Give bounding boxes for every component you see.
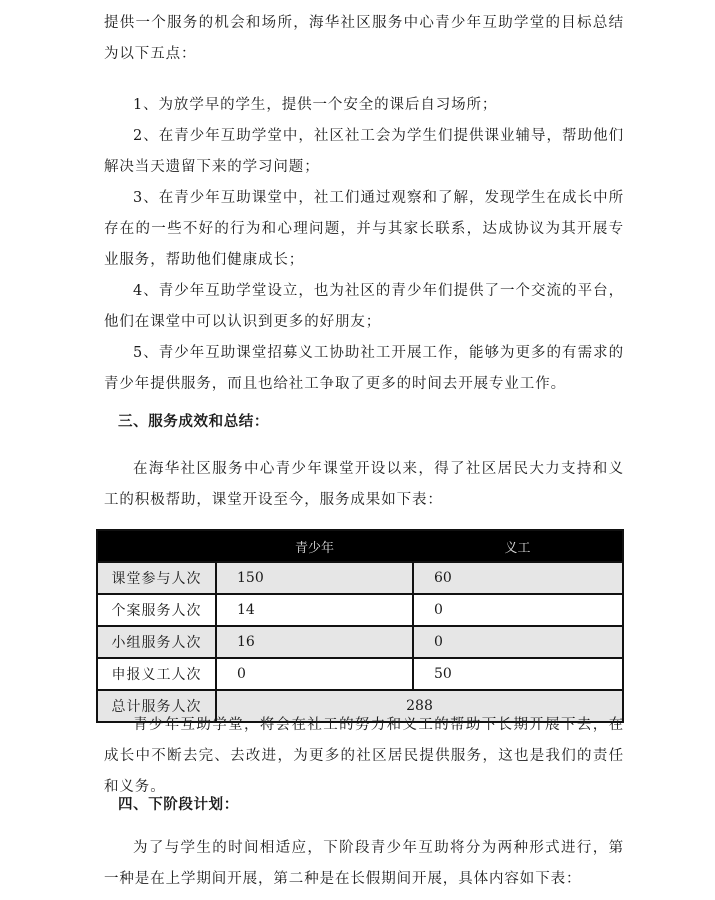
goal-item-1: 1、为放学早的学生，提供一个安全的课后自习场所；	[133, 97, 498, 113]
table-header-row	[97, 530, 623, 562]
total-value: 288	[216, 690, 623, 722]
goal-item-2: 2、在青少年互助学堂中，社区社工会为学生们提供课业辅导，帮助他们解决当天遗留下来的学习问题；	[104, 128, 624, 175]
youth-value: 150	[216, 562, 413, 594]
table-header-blank	[97, 530, 216, 562]
table-header-youth: 青少年	[216, 530, 413, 562]
table-row	[97, 562, 623, 594]
service-results-table	[96, 529, 624, 723]
table-row	[97, 626, 623, 658]
table-header-volunteer: 义工	[413, 530, 623, 562]
youth-value: 16	[216, 626, 413, 658]
goal-item-3: 3、在青少年互助课堂中，社工们通过观察和了解，发现学生在成长中所存在的一些不好的行为和心理问题，并与其家长联系，达成协议为其开展专业服务，帮助他们健康成长；	[104, 190, 624, 268]
volunteer-value: 50	[413, 658, 623, 690]
goal-item-5: 5、青少年互助课堂招募义工协助社工开展工作，能够为更多的有需求的青少年提供服务，而且也给社工争取了更多的时间去开展专业工作。	[104, 345, 624, 392]
table-row	[97, 658, 623, 690]
section-heading-next-plan: 四、下阶段计划：	[118, 797, 239, 813]
section-heading-results: 三、服务成效和总结：	[118, 414, 269, 430]
results-conclusion-paragraph: 青少年互助学堂，将会在社工的努力和义工的帮助下长期开展下去，在成长中不断去完、去改进，为更多的社区居民提供服务，这也是我们的责任和义务。	[104, 717, 624, 795]
row-label: 课堂参与人次	[97, 562, 216, 594]
youth-value: 0	[216, 658, 413, 690]
table-row	[97, 594, 623, 626]
row-label: 申报义工人次	[97, 658, 216, 690]
intro-paragraph: 提供一个服务的机会和场所，海华社区服务中心青少年互助学堂的目标总结为以下五点：	[104, 15, 624, 62]
volunteer-value: 0	[413, 626, 623, 658]
row-label: 小组服务人次	[97, 626, 216, 658]
youth-value: 14	[216, 594, 413, 626]
volunteer-value: 60	[413, 562, 623, 594]
results-intro-paragraph: 在海华社区服务中心青少年课堂开设以来，得了社区居民大力支持和义工的积极帮助，课堂开设至今，服务成果如下表：	[104, 461, 624, 508]
goal-item-4: 4、青少年互助学堂设立，也为社区的青少年们提供了一个交流的平台，他们在课堂中可以认识到更多的好朋友；	[104, 283, 624, 330]
volunteer-value: 0	[413, 594, 623, 626]
row-label: 个案服务人次	[97, 594, 216, 626]
total-label: 总计服务人次	[97, 690, 216, 722]
next-plan-paragraph: 为了与学生的时间相适应，下阶段青少年互助将分为两种形式进行，第一种是在上学期间开展，第二种是在长假期间开展，具体内容如下表：	[104, 840, 624, 887]
